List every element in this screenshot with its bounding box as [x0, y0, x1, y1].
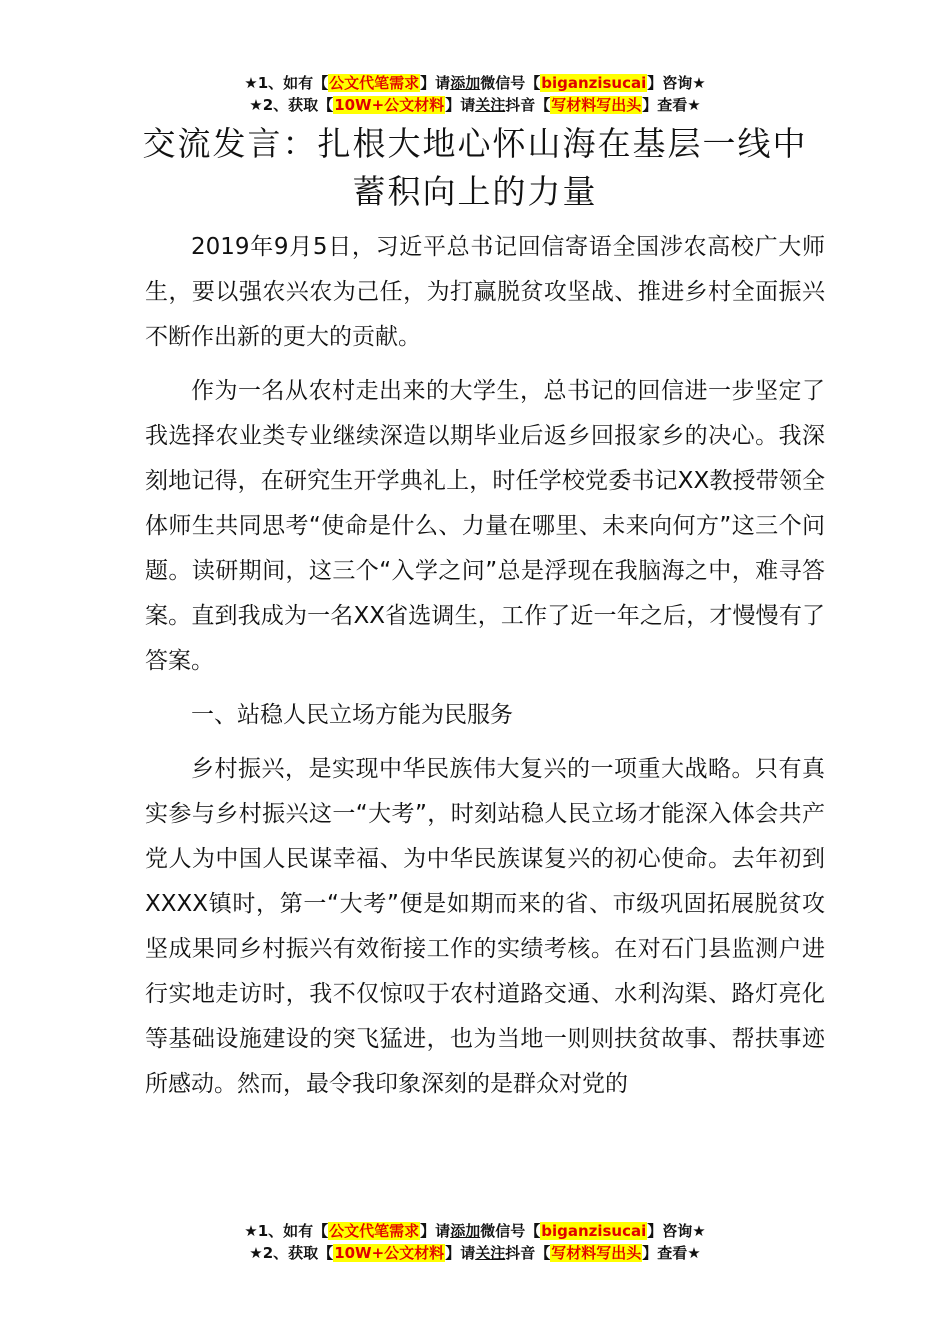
paragraph-intro: 2019年9月5日，习近平总书记回信寄语全国涉农高校广大师生，要以强农兴农为己任，为打赢脱贫攻坚战、推进乡村全面振兴不断作出新的更大的贡献。: [145, 234, 825, 350]
banner-line-2: [0, 94, 950, 116]
title-line-1: 交流发言：扎根大地心怀山海在基层一线中: [142, 124, 808, 163]
highlight-wechat-id: biganzisucai: [541, 1222, 647, 1240]
banner-text: 】咨询★: [647, 74, 706, 92]
paragraph-background: 作为一名从农村走出来的大学生，总书记的回信进一步坚定了我选择农业类专业继续深造以期毕业后返乡回报家乡的决心。我深刻地记得，在研究生开学典礼上，时任学校党委书记XX教授带领全体师生共同思考“使命是什么、力量在哪里、未来向何方”这三个问题。读研期间，这三个“入学之问”总是浮现在我脑海之中，难寻答案。直到我成为一名XX省选调生，工作了近一年之后，才慢慢有了答案。: [145, 378, 825, 674]
banner-text: ★1、如有【: [244, 1222, 329, 1240]
document-body: [145, 225, 825, 1116]
banner-text: 】查看★: [642, 96, 701, 114]
banner-underlined: 关注: [475, 1244, 506, 1262]
highlight-materials: 10W+公文材料: [334, 1244, 445, 1262]
banner-text: 】请: [420, 1222, 451, 1240]
banner-underlined: 添加: [450, 1222, 481, 1240]
banner-underlined: 添加: [450, 74, 481, 92]
banner-line-1: [0, 72, 950, 94]
banner-text: ★1、如有【: [244, 74, 329, 92]
highlight-wechat-id: biganzisucai: [541, 74, 647, 92]
highlight-service: 公文代笔需求: [329, 1222, 420, 1240]
section-heading: 一、站稳人民立场方能为民服务: [191, 702, 513, 728]
title-line-2: 蓄积向上的力量: [352, 172, 598, 211]
banner-text: 抖音【: [505, 96, 551, 114]
banner-text: 】请: [445, 1244, 476, 1262]
banner-text: 】请: [420, 74, 451, 92]
highlight-douyin: 写材料写出头: [551, 96, 642, 114]
banner-text: 抖音【: [505, 1244, 551, 1262]
banner-text: 】咨询★: [647, 1222, 706, 1240]
highlight-douyin: 写材料写出头: [551, 1244, 642, 1262]
banner-text: ★2、获取【: [249, 1244, 334, 1262]
banner-line-1: [0, 1220, 950, 1242]
highlight-service: 公文代笔需求: [329, 74, 420, 92]
banner-text: 】请: [445, 96, 476, 114]
banner-underlined: 关注: [475, 96, 506, 114]
banner-text: 】查看★: [642, 1244, 701, 1262]
banner-text: 微信号【: [480, 74, 541, 92]
document-title: [0, 120, 950, 216]
banner-text: 微信号【: [480, 1222, 541, 1240]
footer-banner: [0, 1220, 950, 1264]
banner-line-2: [0, 1242, 950, 1264]
banner-text: ★2、获取【: [249, 96, 334, 114]
header-banner: [0, 72, 950, 116]
highlight-materials: 10W+公文材料: [334, 96, 445, 114]
paragraph-section-1: 乡村振兴，是实现中华民族伟大复兴的一项重大战略。只有真实参与乡村振兴这一“大考”，时刻站稳人民立场才能深入体会共产党人为中国人民谋幸福、为中华民族谋复兴的初心使命。去年初到XXXX镇时，第一“大考”便是如期而来的省、市级巩固拓展脱贫攻坚成果同乡村振兴有效衔接工作的实绩考核。在对石门县监测户进行实地走访时，我不仅惊叹于农村道路交通、水利沟渠、路灯亮化等基础设施建设的突飞猛进，也为当地一则则扶贫故事、帮扶事迹所感动。然而，最令我印象深刻的是群众对党的: [145, 756, 825, 1097]
